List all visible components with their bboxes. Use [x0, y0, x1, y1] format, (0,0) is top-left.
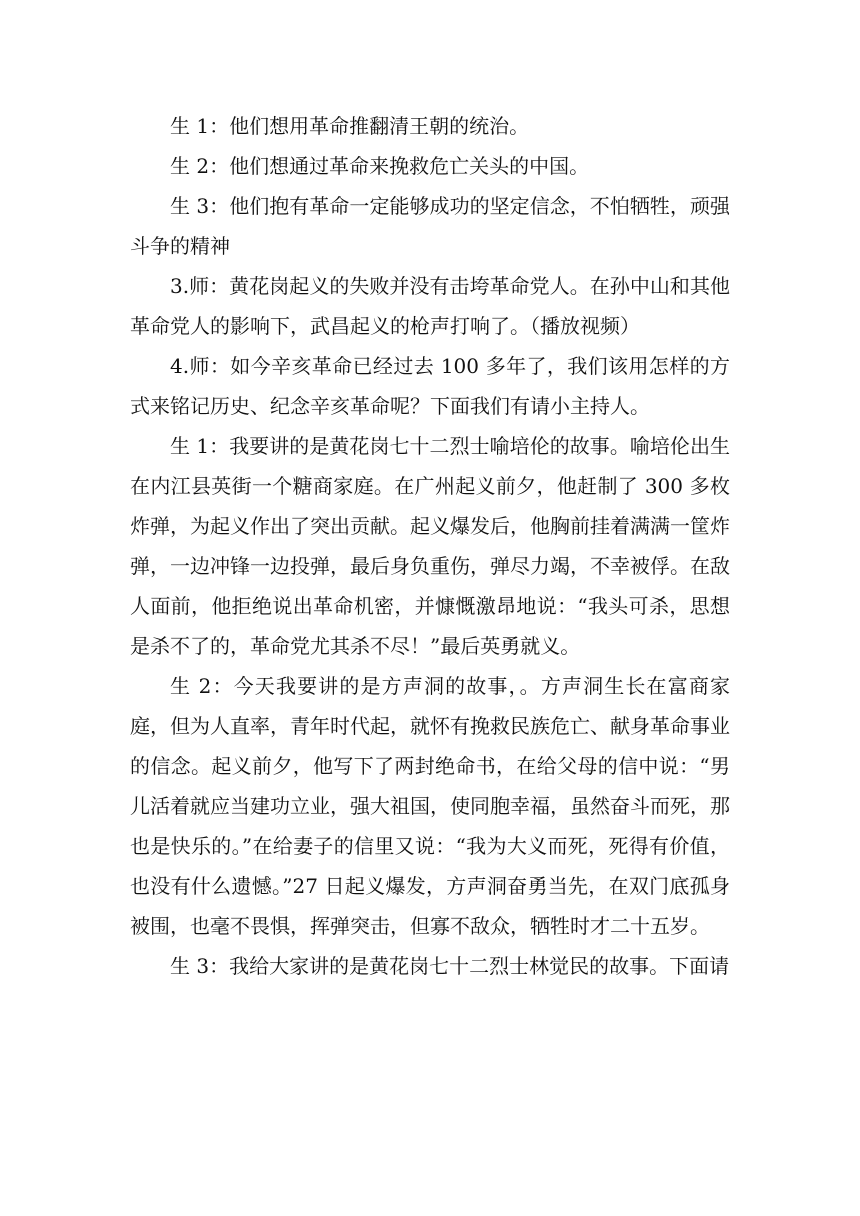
- paragraph-teacher-step-3: 3.师：黄花岗起义的失败并没有击垮革命党人。在孙中山和其他革命党人的影响下，武昌起义的枪声打响了。（播放视频）: [130, 274, 730, 338]
- paragraph-student-2-answer: 生 2：他们想通过革命来挽救危亡关头的中国。: [170, 154, 590, 178]
- paragraph-student-1-answer: 生 1：他们想用革命推翻清王朝的统治。: [170, 114, 530, 138]
- paragraph-story-fang-shengdong: 生 2：今天我要讲的是方声洞的故事，。方声洞生长在富商家庭，但为人直率，青年时代起，就怀有挽救民族危亡、献身革命事业的信念。起义前夕，他写下了两封绝命书，在给父母的信中说：“男儿活着就应当建功立业，强大祖国，使同胞幸福，虽然奋斗而死，那也是快乐的。”在给妻子的信里又说：“我为大义而死，死得有价值，也没有什么遗憾。”27 日起义爆发，方声洞奋勇当先，在双门底孤身被围，也毫不畏惧，挥弹突击，但寡不敌众，牺牲时才二十五岁。: [130, 674, 730, 938]
- document-body: [130, 106, 730, 986]
- paragraph-student-3-answer: 生 3：他们抱有革命一定能够成功的坚定信念，不怕牺牲，顽强斗争的精神: [130, 194, 730, 258]
- paragraph-teacher-step-4: 4.师：如今辛亥革命已经过去 100 多年了，我们该用怎样的方式来铭记历史、纪念辛亥革命呢？下面我们有请小主持人。: [130, 354, 730, 418]
- paragraph-story-lin-juemin: 生 3：我给大家讲的是黄花岗七十二烈士林觉民的故事。下面请: [170, 954, 730, 978]
- paragraph-story-yu-peilun: 生 1：我要讲的是黄花岗七十二烈士喻培伦的故事。喻培伦出生在内江县英街一个糖商家庭。在广州起义前夕，他赶制了 300 多枚炸弹，为起义作出了突出贡献。起义爆发后，他胸前挂着满满一筐炸弹，一边冲锋一边投弹，最后身负重伤，弹尽力竭，不幸被俘。在敌人面前，他拒绝说出革命机密，并慷慨激昂地说：“我头可杀，思想是杀不了的，革命党尤其杀不尽！”最后英勇就义。: [130, 434, 730, 658]
